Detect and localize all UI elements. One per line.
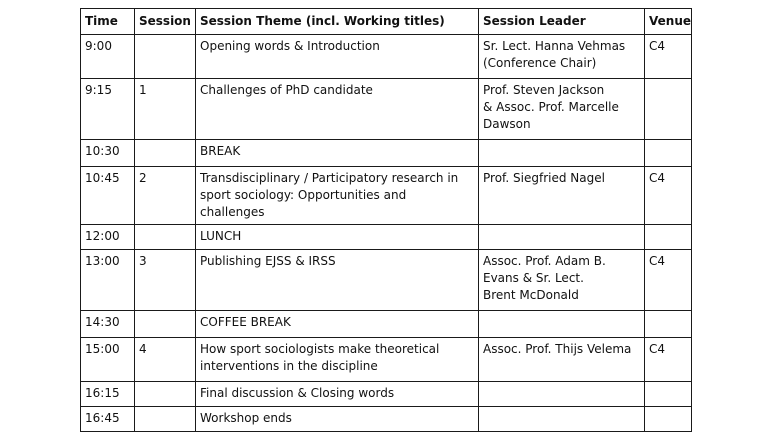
time-cell: 16:45	[81, 407, 135, 432]
table-row	[81, 250, 692, 311]
time-cell: 10:30	[81, 140, 135, 167]
time-cell: 9:00	[81, 35, 135, 79]
header-leader: Session Leader	[479, 9, 645, 35]
leader-cell	[479, 407, 645, 432]
header-venue: Venue	[645, 9, 692, 35]
session-cell: 1	[135, 79, 196, 140]
leader-cell	[479, 35, 645, 79]
leader-cell	[479, 311, 645, 338]
leader-line: Assoc. Prof. Thijs Velema	[483, 342, 632, 356]
venue-cell: C4	[645, 250, 692, 311]
theme-cell: BREAK	[196, 140, 479, 167]
theme-cell: Challenges of PhD candidate	[196, 79, 479, 140]
theme-cell: Opening words & Introduction	[196, 35, 479, 79]
schedule-table	[80, 8, 692, 432]
table-row	[81, 338, 692, 382]
session-cell	[135, 225, 196, 250]
leader-cell	[479, 140, 645, 167]
time-cell: 15:00	[81, 338, 135, 382]
leader-cell	[479, 79, 645, 140]
venue-cell: C4	[645, 167, 692, 225]
table-row	[81, 140, 692, 167]
venue-cell	[645, 79, 692, 140]
table-row	[81, 311, 692, 338]
theme-cell: Workshop ends	[196, 407, 479, 432]
theme-cell: LUNCH	[196, 225, 479, 250]
leader-cell	[479, 338, 645, 382]
table-row	[81, 407, 692, 432]
leader-line: Sr. Lect. Hanna Vehmas	[483, 39, 626, 53]
time-cell: 12:00	[81, 225, 135, 250]
table-row	[81, 35, 692, 79]
venue-cell: C4	[645, 338, 692, 382]
session-cell	[135, 35, 196, 79]
table-row	[81, 79, 692, 140]
leader-cell	[479, 382, 645, 407]
session-cell: 4	[135, 338, 196, 382]
venue-cell	[645, 140, 692, 167]
session-cell	[135, 382, 196, 407]
table-header-row	[81, 9, 692, 35]
venue-cell	[645, 311, 692, 338]
venue-cell	[645, 225, 692, 250]
session-cell	[135, 407, 196, 432]
session-cell: 2	[135, 167, 196, 225]
table-row	[81, 225, 692, 250]
header-time: Time	[81, 9, 135, 35]
leader-line: Prof. Steven Jackson	[483, 83, 605, 97]
session-cell	[135, 311, 196, 338]
time-cell: 14:30	[81, 311, 135, 338]
leader-line: & Assoc. Prof. Marcelle	[483, 100, 619, 114]
leader-line: Brent McDonald	[483, 288, 579, 302]
leader-line: Assoc. Prof. Adam B.	[483, 254, 606, 268]
time-cell: 16:15	[81, 382, 135, 407]
time-cell: 9:15	[81, 79, 135, 140]
theme-cell: Transdisciplinary / Participatory research in sport sociology: Opportunities and challenges	[196, 167, 479, 225]
theme-cell: Final discussion & Closing words	[196, 382, 479, 407]
time-cell: 13:00	[81, 250, 135, 311]
time-cell: 10:45	[81, 167, 135, 225]
header-theme: Session Theme (incl. Working titles)	[196, 9, 479, 35]
venue-cell	[645, 382, 692, 407]
header-session: Session	[135, 9, 196, 35]
leader-line: (Conference Chair)	[483, 56, 597, 70]
leader-cell	[479, 250, 645, 311]
leader-cell	[479, 225, 645, 250]
session-cell	[135, 140, 196, 167]
leader-line: Prof. Siegfried Nagel	[483, 171, 605, 185]
session-cell: 3	[135, 250, 196, 311]
leader-line: Evans & Sr. Lect.	[483, 271, 584, 285]
table-row	[81, 167, 692, 225]
leader-line: Dawson	[483, 117, 531, 131]
leader-cell	[479, 167, 645, 225]
theme-cell: COFFEE BREAK	[196, 311, 479, 338]
theme-cell: How sport sociologists make theoretical interventions in the discipline	[196, 338, 479, 382]
venue-cell: C4	[645, 35, 692, 79]
table-row	[81, 382, 692, 407]
venue-cell	[645, 407, 692, 432]
theme-cell: Publishing EJSS & IRSS	[196, 250, 479, 311]
